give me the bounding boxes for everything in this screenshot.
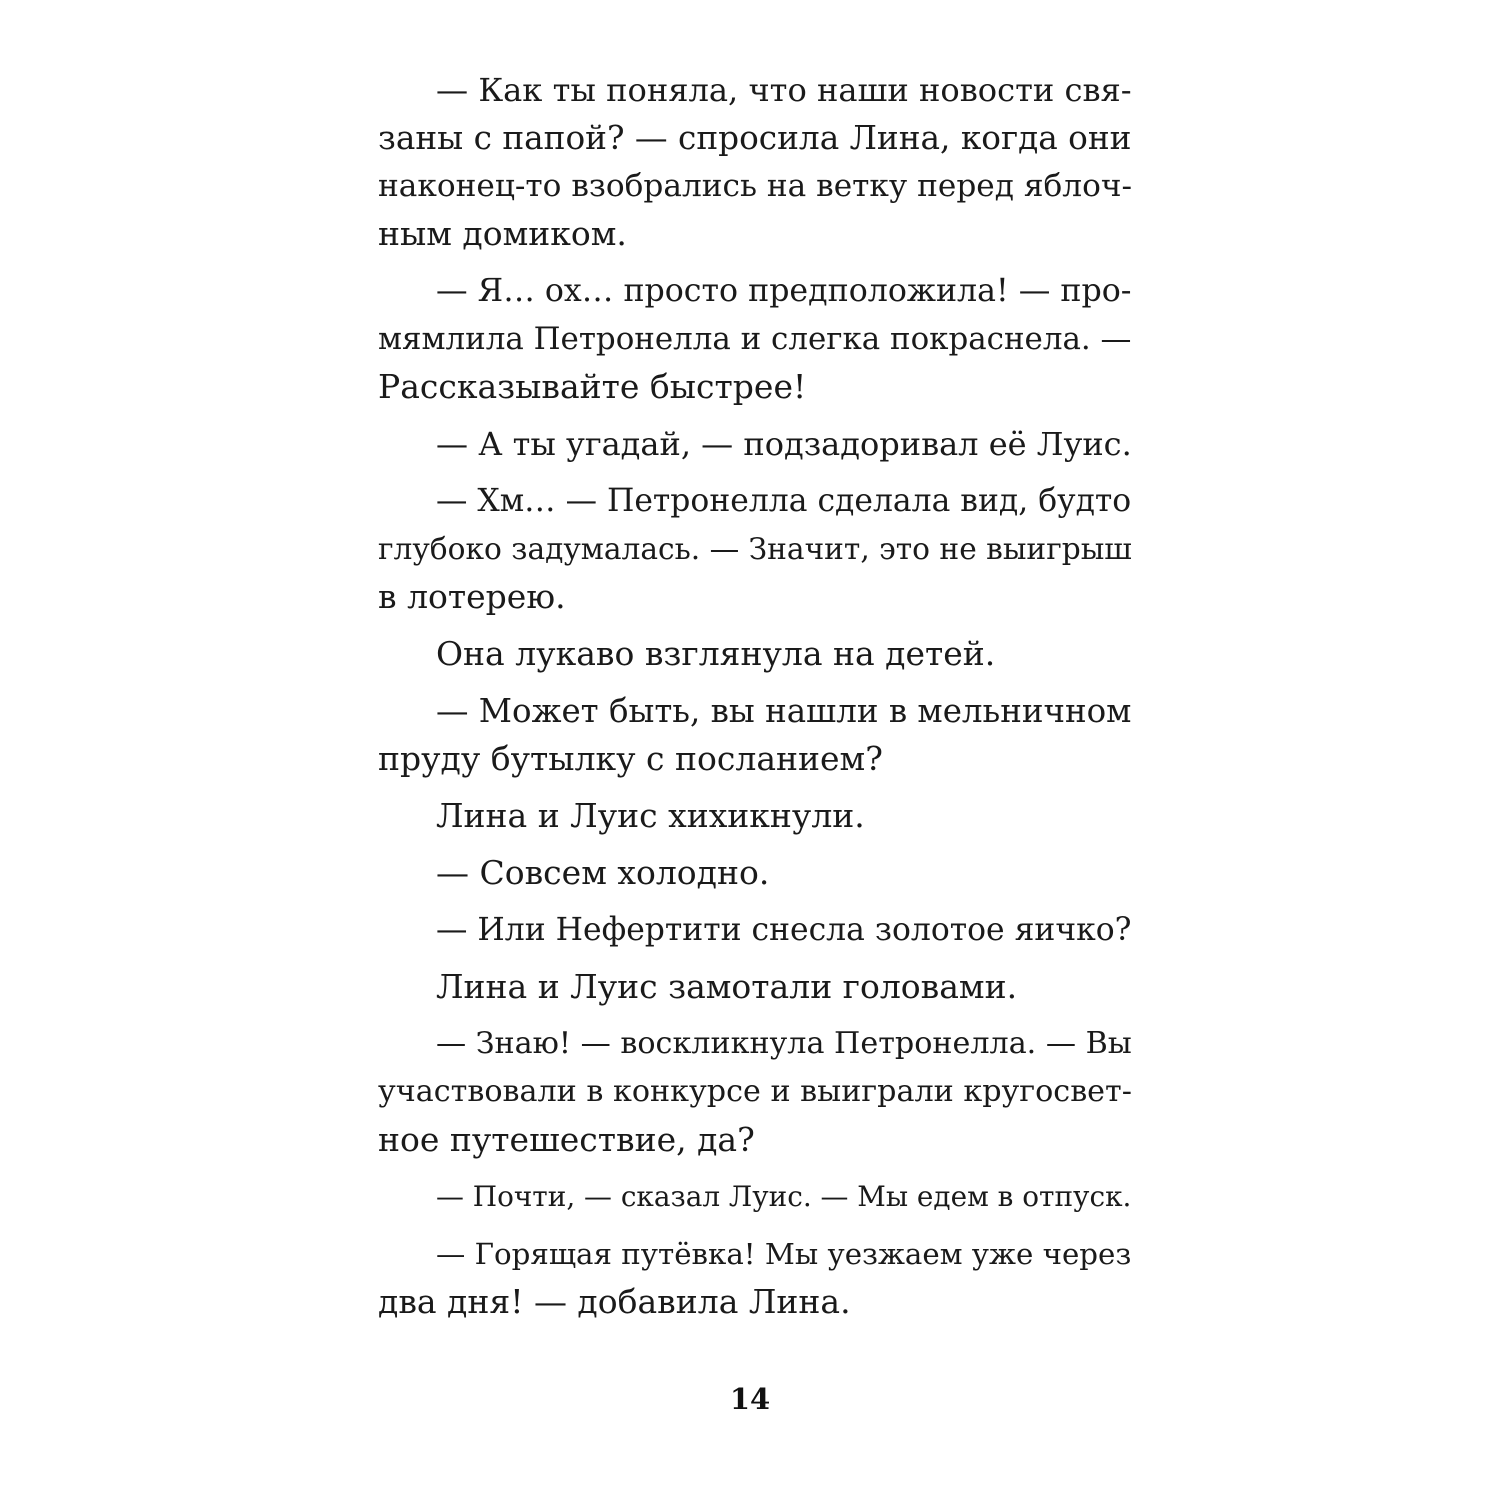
paragraph — [378, 267, 1132, 411]
paragraph — [378, 963, 1132, 1011]
paragraph — [378, 1230, 1132, 1326]
text-line: два дня! — добавила Лина. — [378, 1282, 851, 1321]
text-line: участвовали в конкурсе и выиграли кругосвет- — [378, 1074, 1132, 1109]
text-line: — Знаю! — воскликнула Петронелла. — Вы — [436, 1026, 1132, 1061]
text-line: — Или Нефертити снесла золотое яичко? — [436, 912, 1132, 948]
paragraph — [378, 1020, 1132, 1164]
text-line: мямлила Петронелла и слегка покраснела. — — [378, 321, 1132, 357]
text-line: Лина и Луис замотали головами. — [436, 967, 1018, 1006]
text-line: Рассказывайте быстрее! — [378, 367, 807, 406]
page-number: 14 — [729, 1382, 771, 1416]
text-line: Она лукаво взглянула на детей. — [436, 634, 996, 673]
text-line: в лотерею. — [378, 577, 566, 616]
paragraph — [378, 849, 1132, 897]
text-line: — Совсем холодно. — [436, 853, 770, 892]
text-line: — А ты угадай, — подзадоривал её Луис. — [436, 425, 1132, 463]
text-line: — Как ты поняла, что наши новости свя- — [436, 71, 1132, 109]
paragraph — [378, 687, 1132, 783]
paragraph — [378, 420, 1132, 468]
paragraph — [378, 1173, 1132, 1221]
book-page-text — [378, 66, 1132, 1326]
text-line: — Горящая путёвка! Мы уезжаем уже через — [436, 1237, 1132, 1271]
text-line: наконец-то взобрались на ветку перед яблоч- — [378, 168, 1132, 204]
text-line: — Хм… — Петронелла сделала вид, будто — [436, 483, 1132, 519]
text-line: ным домиком. — [378, 214, 627, 253]
text-line: — Я… ох… просто предположила! — про- — [436, 273, 1132, 309]
text-line: пруду бутылку с посланием? — [378, 739, 883, 778]
text-line: ное путешествие, да? — [378, 1120, 755, 1159]
paragraph — [378, 792, 1132, 840]
paragraph — [378, 906, 1132, 954]
text-line: — Почти, — сказал Луис. — Мы едем в отпуск. — [436, 1180, 1132, 1213]
paragraph — [378, 477, 1132, 621]
paragraph — [378, 630, 1132, 678]
paragraph — [378, 66, 1132, 258]
text-line: глубоко задумалась. — Значит, это не выигрыш — [378, 531, 1132, 566]
text-line: — Может быть, вы нашли в мельничном — [436, 692, 1132, 730]
text-line: Лина и Луис хихикнули. — [436, 796, 865, 835]
text-line: заны с папой? — спросила Лина, когда они — [378, 119, 1132, 157]
